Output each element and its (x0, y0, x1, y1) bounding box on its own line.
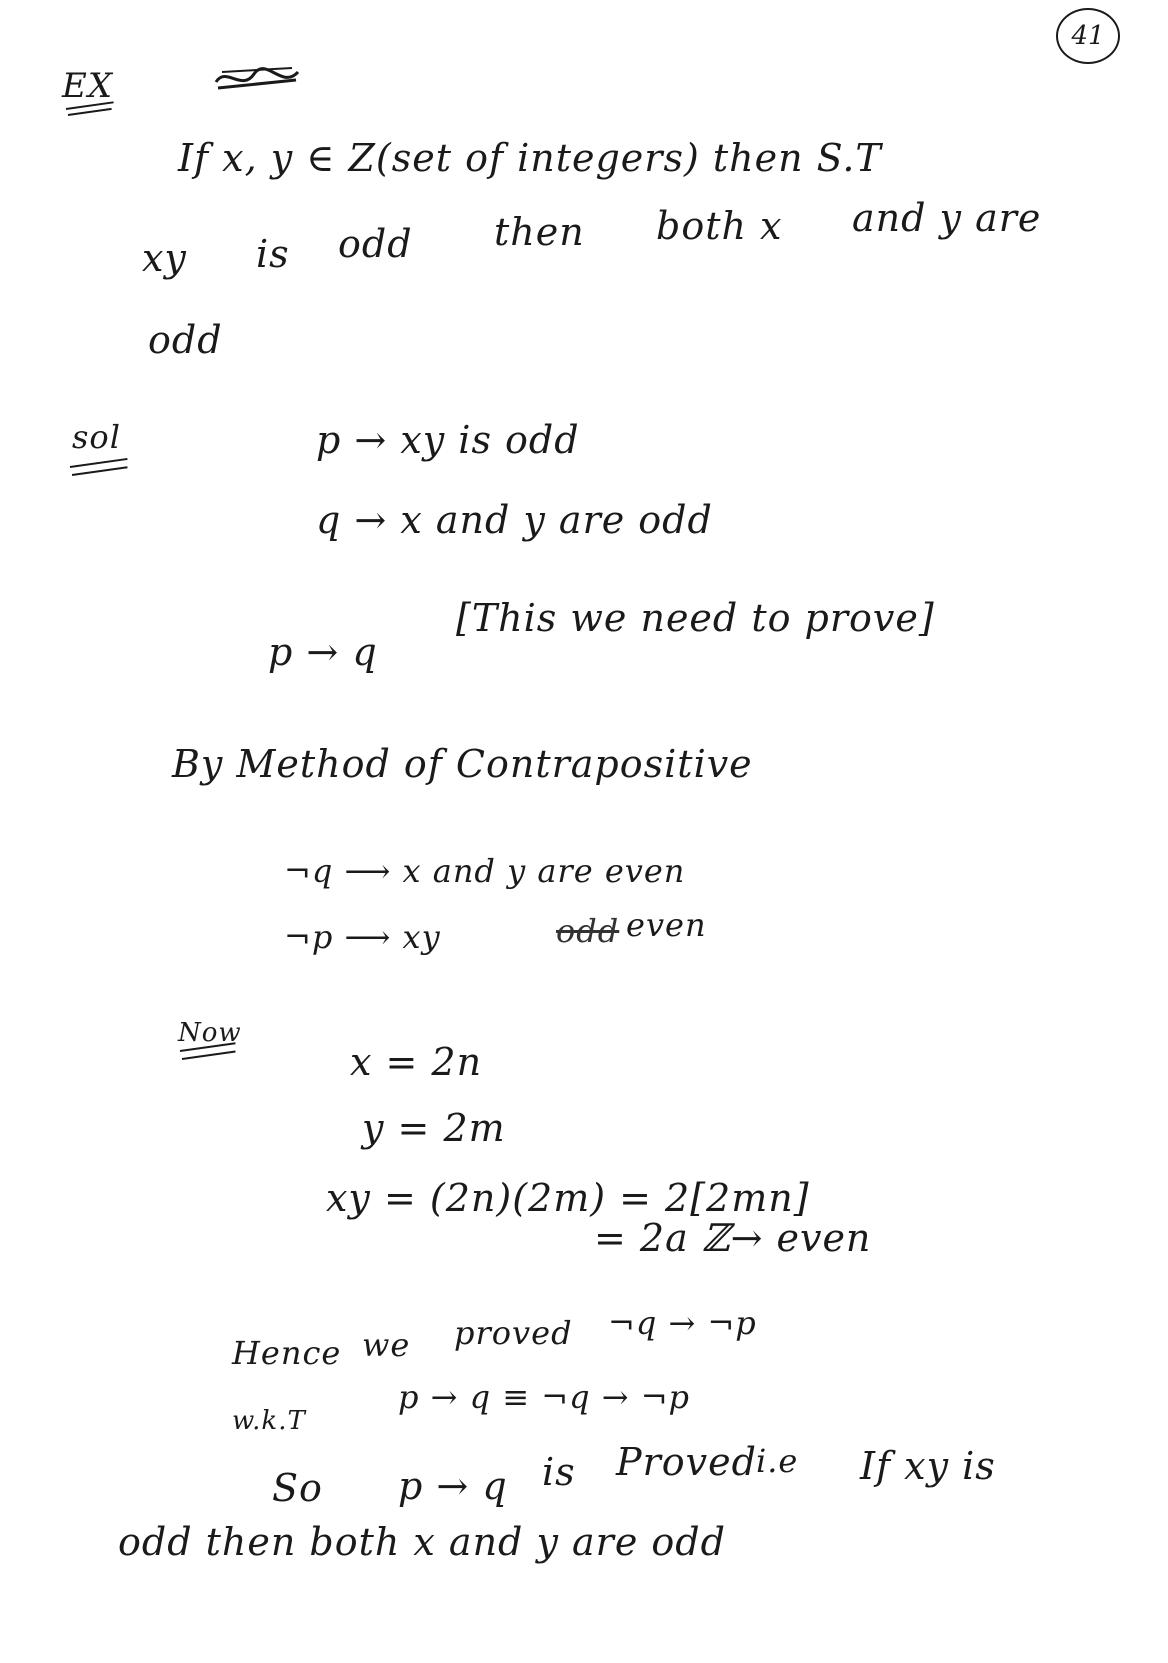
hence-word: Hence (232, 1334, 342, 1372)
solution-underline-2 (72, 466, 128, 476)
so-proved: Proved (616, 1440, 757, 1484)
not-q-line: ¬q ⟶ x and y are even (284, 852, 686, 890)
equation-x: x = 2n (350, 1040, 483, 1084)
example-underline-2 (68, 108, 112, 116)
wkt-label: w.k.T (232, 1406, 306, 1436)
not-p-even: even (626, 906, 707, 944)
q-definition: q → x and y are odd (316, 498, 713, 542)
hence-we: we (362, 1326, 411, 1364)
hence-proved: proved (454, 1314, 573, 1352)
so-implication: p → q (398, 1464, 508, 1508)
scribble-mark (212, 62, 302, 96)
problem-line-2-odd: odd (338, 222, 413, 266)
problem-line-2-is: is (256, 232, 290, 276)
now-underline-2 (182, 1050, 236, 1059)
struck-word: odd (556, 912, 620, 950)
so-is: is (542, 1450, 576, 1494)
example-label: EX (62, 66, 114, 106)
equation-even: = 2a ℤ→ even (594, 1216, 872, 1260)
goal-implication: p → q (268, 630, 378, 674)
problem-line-2-xy: xy (142, 236, 187, 280)
problem-line-3: odd (148, 318, 223, 362)
wkt-equivalence: p → q ≡ ¬q → ¬p (398, 1378, 691, 1416)
equation-xy: xy = (2n)(2m) = 2[2mn] (326, 1176, 810, 1220)
method-line: By Method of Contrapositive (172, 742, 753, 786)
conclusion-line: odd then both x and y are odd (118, 1520, 726, 1564)
not-p-line: ¬p ⟶ xy (284, 918, 441, 956)
problem-line-1: If x, y ∈ Z(set of integers) then S.T (178, 136, 882, 180)
goal-note: [This we need to prove] (456, 596, 935, 640)
p-definition: p → xy is odd (316, 418, 580, 462)
so-word: So (272, 1466, 323, 1510)
now-label: Now (178, 1018, 242, 1048)
equation-y: y = 2m (362, 1106, 506, 1150)
page-number: 41 (1056, 8, 1120, 64)
so-if-xy-is: If xy is (860, 1444, 996, 1488)
so-ie: i.e (756, 1442, 799, 1480)
hence-statement: ¬q → ¬p (608, 1304, 757, 1342)
problem-line-2-both: both x (656, 204, 783, 248)
problem-line-2-then: then (494, 210, 585, 254)
solution-label: sol (72, 418, 121, 456)
problem-line-2-and-y-are: and y are (852, 196, 1042, 240)
